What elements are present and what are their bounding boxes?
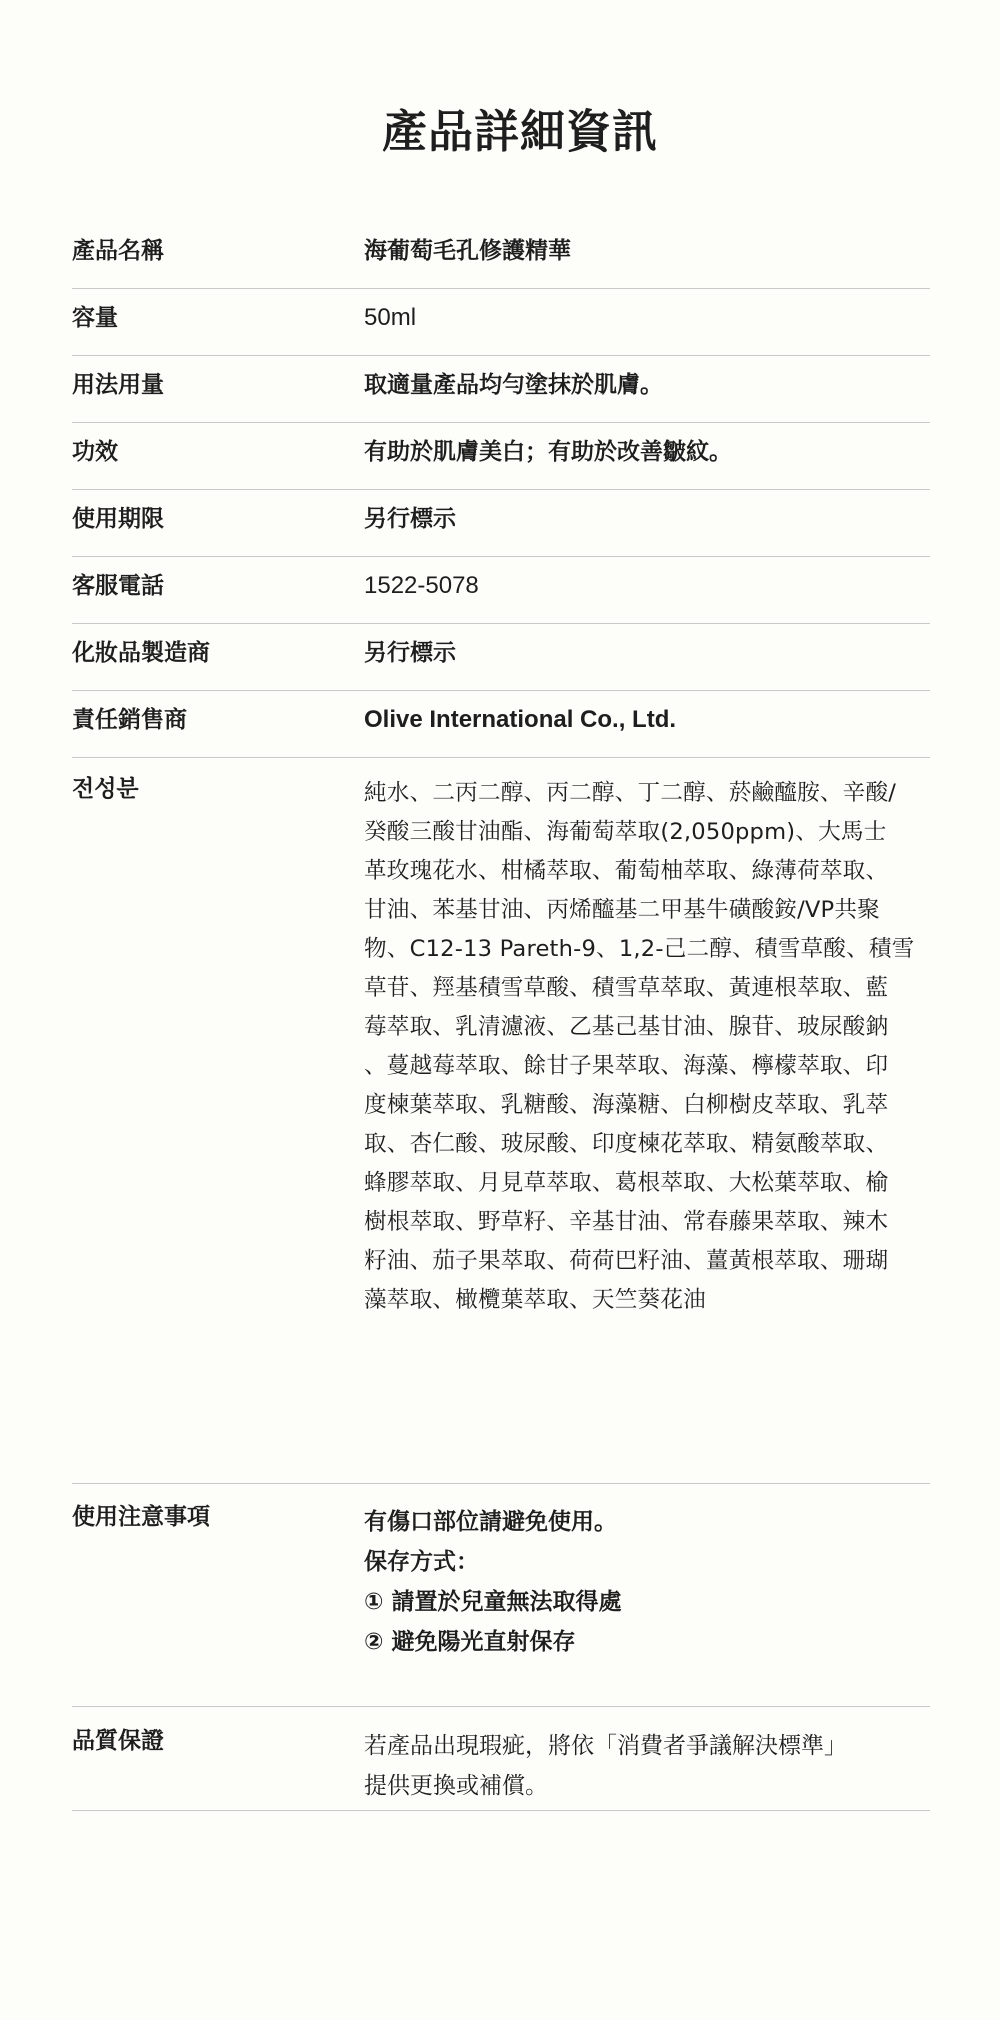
ingredients-line: 莓萃取、乳清濾液、乙基己基甘油、腺苷、玻尿酸鈉 (364, 1014, 889, 1040)
row-ingredients (72, 758, 930, 1484)
ingredients-line: 草苷、羥基積雪草酸、積雪草萃取、黃連根萃取、藍 (364, 975, 889, 1001)
ingredients-line: 取、杏仁酸、玻尿酸、印度楝花萃取、精氨酸萃取、 (364, 1131, 889, 1157)
page-title: 產品詳細資訊 (381, 105, 658, 158)
customer-service-label: 客服電話 (72, 573, 164, 599)
ingredients-line: 純水、二丙二醇、丙二醇、丁二醇、菸鹼醯胺、辛酸/ (364, 780, 897, 806)
manufacturer-value: 另行標示 (364, 640, 456, 666)
usage-label: 用法用量 (72, 372, 164, 398)
ingredients-list (364, 774, 930, 1483)
ingredients-line: 革玫瑰花水、柑橘萃取、葡萄柚萃取、綠薄荷萃取、 (364, 858, 889, 884)
distributor-value: Olive International Co., Ltd. (364, 706, 677, 733)
volume-label: 容量 (72, 305, 118, 331)
storage-item: ② 避免陽光直射保存 (364, 1629, 576, 1655)
ingredients-label: 전성분 (72, 776, 139, 802)
ingredients-line: 蜂膠萃取、月見草萃取、葛根萃取、大松葉萃取、榆 (364, 1170, 889, 1196)
ingredients-line: 樹根萃取、野草籽、辛基甘油、常春藤果萃取、辣木 (364, 1209, 889, 1235)
ingredients-line: 物、C12-13 Pareth-9、1,2-己二醇、積雪草酸、積雪 (364, 936, 915, 962)
row-quality-guarantee (72, 1707, 930, 1811)
volume-value: 50ml (364, 304, 417, 331)
usage-value: 取適量產品均勻塗抹於肌膚。 (364, 372, 663, 398)
efficacy-label: 功效 (72, 439, 118, 465)
ingredients-line: 度楝葉萃取、乳糖酸、海藻糖、白柳樹皮萃取、乳萃 (364, 1092, 889, 1118)
distributor-label: 責任銷售商 (72, 707, 187, 733)
ingredients-line: 、蔓越莓萃取、餘甘子果萃取、海藻、檸檬萃取、印 (364, 1053, 889, 1079)
row-volume (72, 289, 930, 356)
product-name-value: 海葡萄毛孔修護精華 (364, 238, 571, 264)
row-product-name (72, 222, 930, 289)
quality-text (364, 1726, 930, 1810)
row-efficacy (72, 423, 930, 490)
customer-service-phone: 1522-5078 (364, 572, 479, 599)
storage-item: ① 請置於兒童無法取得處 (364, 1589, 622, 1615)
ingredients-line: 籽油、茄子果萃取、荷荷巴籽油、薑黃根萃取、珊瑚 (364, 1248, 889, 1274)
manufacturer-label: 化妝品製造商 (72, 640, 210, 666)
expiry-label: 使用期限 (72, 506, 164, 532)
expiry-value: 另行標示 (364, 506, 456, 532)
efficacy-value: 有助於肌膚美白；有助於改善皺紋。 (364, 439, 732, 465)
row-customer-service (72, 557, 930, 624)
ingredients-line: 藻萃取、橄欖葉萃取、天竺葵花油 (364, 1287, 706, 1313)
ingredients-line: 癸酸三酸甘油酯、海葡萄萃取(2,050ppm)、大馬士 (364, 819, 887, 845)
product-name-label: 產品名稱 (72, 238, 164, 264)
caution-text (364, 1502, 930, 1706)
quality-label: 品質保證 (72, 1728, 164, 1754)
row-expiry (72, 490, 930, 557)
product-info-table (72, 222, 930, 1811)
quality-line: 若產品出現瑕疵，將依「消費者爭議解決標準」 (364, 1733, 847, 1759)
ingredients-line: 甘油、苯基甘油、丙烯醯基二甲基牛磺酸銨/VP共聚 (364, 897, 880, 923)
quality-line: 提供更換或補償。 (364, 1773, 548, 1799)
caution-line: 有傷口部位請避免使用。 (364, 1509, 617, 1535)
row-caution (72, 1484, 930, 1707)
caution-label: 使用注意事項 (72, 1504, 210, 1530)
storage-heading: 保存方式： (364, 1549, 479, 1575)
row-usage (72, 356, 930, 423)
row-distributor (72, 691, 930, 758)
row-manufacturer (72, 624, 930, 691)
